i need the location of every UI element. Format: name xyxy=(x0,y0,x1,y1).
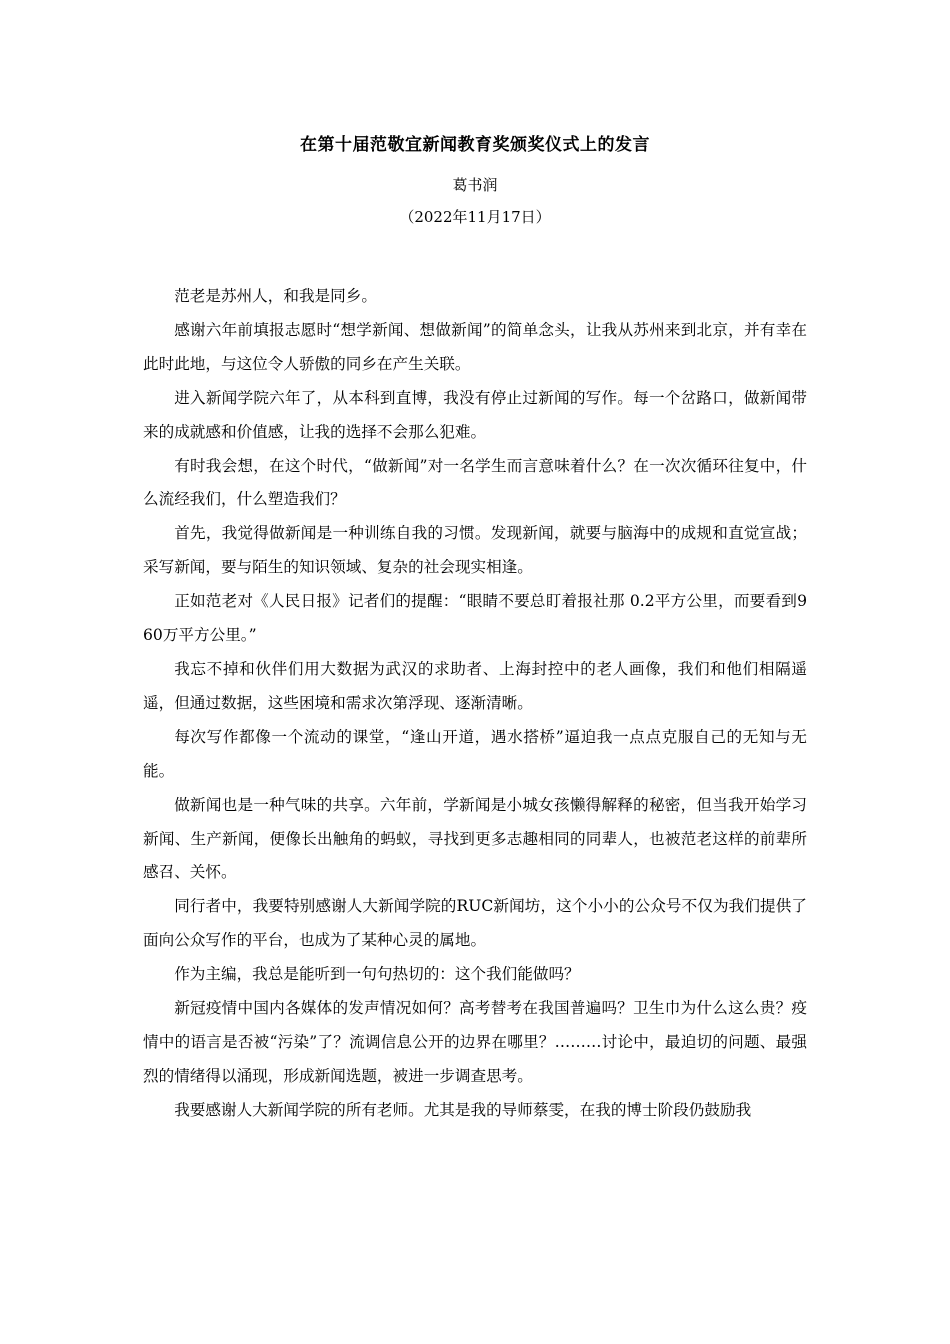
document-author: 葛书润 xyxy=(452,176,498,194)
paragraph: 首先，我觉得做新闻是一种训练自我的习惯。发现新闻，就要与脑海中的成规和直觉宣战；采写新闻，要与陌生的知识领域、复杂的社会现实相逢。 xyxy=(143,524,807,577)
paragraph: 新冠疫情中国内各媒体的发声情况如何？高考替考在我国普遍吗？卫生巾为什么这么贵？疫情中的语言是否被“污染”了？流调信息公开的边界在哪里？………讨论中，最迫切的问题、最强烈的情绪得以涌现，形成新闻选题，被进一步调查思考。 xyxy=(143,999,807,1085)
paragraph: 进入新闻学院六年了，从本科到直博，我没有停止过新闻的写作。每一个岔路口，做新闻带来的成就感和价值感，让我的选择不会那么犯难。 xyxy=(143,388,807,441)
paragraph: 我要感谢人大新闻学院的所有老师。尤其是我的导师蔡雯，在我的博士阶段仍鼓励我 xyxy=(174,1100,752,1119)
paragraph: 作为主编，我总是能听到一句句热切的：这个我们能做吗？ xyxy=(174,965,580,984)
paragraph: 范老是苏州人，和我是同乡。 xyxy=(174,287,377,305)
paragraph: 做新闻也是一种气味的共享。六年前，学新闻是小城女孩懒得解释的秘密，但当我开始学习新闻、生产新闻，便像长出触角的蚂蚁，寻找到更多志趣相同的同辈人，也被范老这样的前辈所感召、关怀。 xyxy=(143,795,807,882)
paragraph: 有时我会想，在这个时代，“做新闻”对一名学生而言意味着什么？在一次次循环往复中，什么流经我们，什么塑造我们？ xyxy=(143,456,807,509)
paragraph: 感谢六年前填报志愿时“想学新闻、想做新闻”的简单念头，让我从苏州来到北京，并有幸在此时此地，与这位令人骄傲的同乡在产生关联。 xyxy=(143,320,807,373)
document-title: 在第十届范敬宜新闻教育奖颁奖仪式上的发言 xyxy=(300,135,650,155)
paragraph: 每次写作都像一个流动的课堂，“逢山开道，遇水搭桥”逼迫我一点点克服自己的无知与无能。 xyxy=(143,727,807,780)
paragraph: 正如范老对《人民日报》记者们的提醒：“眼睛不要总盯着报社那 0.2平方公里，而要看到960万平方公里。” xyxy=(143,592,807,645)
paragraph: 我忘不掉和伙伴们用大数据为武汉的求助者、上海封控中的老人画像，我们和他们相隔遥遥，但通过数据，这些困境和需求次第浮现、逐渐清晰。 xyxy=(143,659,807,712)
document-body xyxy=(143,280,807,1128)
document-date: （2022年11月17日） xyxy=(399,208,551,226)
paragraph: 同行者中，我要特别感谢人大新闻学院的RUC新闻坊，这个小小的公众号不仅为我们提供了面向公众写作的平台，也成为了某种心灵的属地。 xyxy=(143,897,807,950)
